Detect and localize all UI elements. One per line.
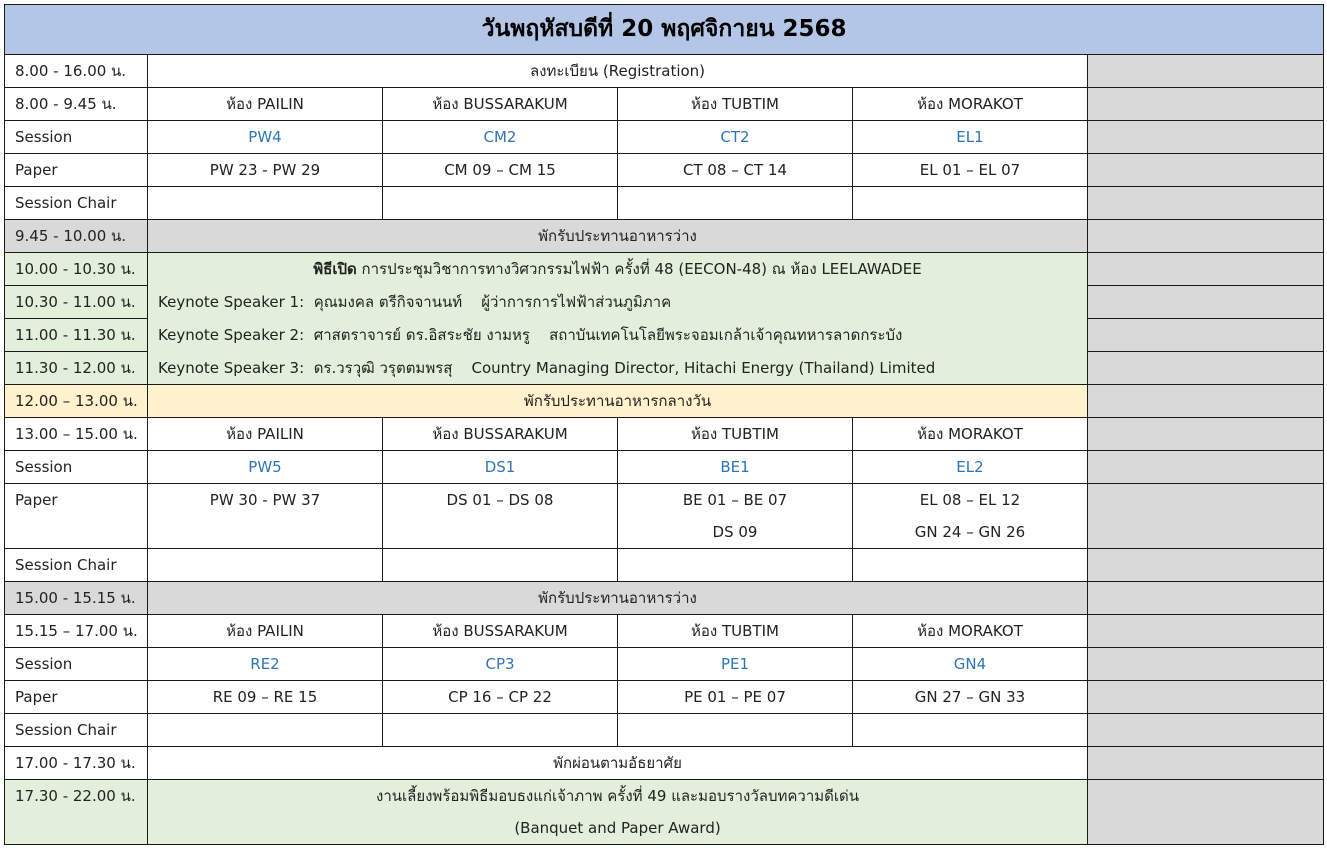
paper-line: GN 24 – GN 26	[914, 523, 1026, 541]
banquet-text	[148, 780, 1088, 845]
session-code: BE1	[618, 451, 853, 484]
session-row	[5, 648, 1324, 681]
keynote-affiliation: ผู้ว่าการการไฟฟ้าส่วนภูมิภาค	[481, 293, 672, 311]
session-code: PE1	[618, 648, 853, 681]
chair-cell	[148, 549, 383, 582]
session-chair-row	[5, 714, 1324, 747]
side-cell	[1088, 253, 1324, 286]
side-cell	[1088, 121, 1324, 154]
keynote-row	[5, 319, 1324, 352]
room-bussarakum: ห้อง BUSSARAKUM	[383, 88, 618, 121]
session-row	[5, 451, 1324, 484]
room-morakot: ห้อง MORAKOT	[853, 88, 1088, 121]
room-row	[5, 615, 1324, 648]
schedule-table	[4, 4, 1324, 845]
side-cell	[1088, 648, 1324, 681]
room-bussarakum: ห้อง BUSSARAKUM	[383, 615, 618, 648]
lunch-text: พักรับประทานอาหารกลางวัน	[148, 385, 1088, 418]
time-cell: 15.00 - 15.15 น.	[5, 582, 148, 615]
title-row	[5, 5, 1324, 55]
paper-range: CM 09 – CM 15	[383, 154, 618, 187]
paper-range	[148, 484, 383, 549]
time-cell: 17.30 - 22.00 น.	[5, 780, 148, 845]
side-cell	[1088, 780, 1324, 845]
break-row	[5, 220, 1324, 253]
time-cell: 17.00 - 17.30 น.	[5, 747, 148, 780]
row-label: Session Chair	[5, 714, 148, 747]
break-text: พักรับประทานอาหารว่าง	[148, 220, 1088, 253]
break-row	[5, 582, 1324, 615]
paper-range: PW 23 - PW 29	[148, 154, 383, 187]
paper-line: PW 30 - PW 37	[209, 491, 321, 509]
room-pailin: ห้อง PAILIN	[148, 88, 383, 121]
side-cell	[1088, 681, 1324, 714]
session-code: GN4	[853, 648, 1088, 681]
paper-line: EL 08 – EL 12	[919, 491, 1021, 509]
keynote-affiliation: สถาบันเทคโนโลยีพระจอมเกล้าเจ้าคุณทหารลาดกระบัง	[549, 326, 903, 344]
paper-range	[853, 484, 1088, 549]
chair-cell	[853, 714, 1088, 747]
chair-cell	[853, 187, 1088, 220]
day-title: วันพฤหัสบดีที่ 20 พฤศจิกายน 2568	[5, 5, 1324, 55]
room-tubtim: ห้อง TUBTIM	[618, 615, 853, 648]
side-cell	[1088, 484, 1324, 549]
time-cell: 12.00 – 13.00 น.	[5, 385, 148, 418]
keynote-name: ศาสตราจารย์ ดร.อิสระชัย งามหรู	[313, 326, 530, 344]
rest-row	[5, 747, 1324, 780]
side-cell	[1088, 747, 1324, 780]
paper-line: BE 01 – BE 07	[682, 491, 788, 509]
opening-desc: การประชุมวิชาการทางวิศวกรรมไฟฟ้า ครั้งที่ 48 (EECON-48) ณ ห้อง LEELAWADEE	[361, 260, 922, 279]
keynote-label: Keynote Speaker 2:	[158, 326, 305, 344]
paper-row	[5, 681, 1324, 714]
banquet-line-en: (Banquet and Paper Award)	[514, 819, 721, 837]
side-cell	[1088, 549, 1324, 582]
registration-row	[5, 55, 1324, 88]
paper-range	[618, 484, 853, 549]
session-chair-row	[5, 187, 1324, 220]
side-cell	[1088, 55, 1324, 88]
side-cell	[1088, 286, 1324, 319]
chair-cell	[148, 187, 383, 220]
keynote-text	[148, 352, 1088, 385]
time-cell: 8.00 - 9.45 น.	[5, 88, 148, 121]
side-cell	[1088, 220, 1324, 253]
room-pailin: ห้อง PAILIN	[148, 615, 383, 648]
paper-row	[5, 484, 1324, 549]
time-cell: 11.00 - 11.30 น.	[5, 319, 148, 352]
registration-text: ลงทะเบียน (Registration)	[148, 55, 1088, 88]
keynote-affiliation: Country Managing Director, Hitachi Energy (Thailand) Limited	[471, 358, 936, 377]
paper-range	[383, 484, 618, 549]
side-cell	[1088, 154, 1324, 187]
keynote-text	[148, 286, 1088, 319]
keynote-name: คุณมงคล ตรีกิจจานนท์	[313, 293, 463, 311]
chair-cell	[853, 549, 1088, 582]
row-label: Session Chair	[5, 187, 148, 220]
time-cell: 8.00 - 16.00 น.	[5, 55, 148, 88]
paper-range: EL 01 – EL 07	[853, 154, 1088, 187]
side-cell	[1088, 319, 1324, 352]
session-code: CT2	[618, 121, 853, 154]
paper-range: GN 27 – GN 33	[853, 681, 1088, 714]
chair-cell	[383, 714, 618, 747]
room-tubtim: ห้อง TUBTIM	[618, 418, 853, 451]
keynote-row	[5, 352, 1324, 385]
chair-cell	[383, 187, 618, 220]
session-code: EL1	[853, 121, 1088, 154]
keynote-row	[5, 286, 1324, 319]
opening-text	[148, 253, 1088, 286]
time-cell: 10.00 - 10.30 น.	[5, 253, 148, 286]
side-cell	[1088, 352, 1324, 385]
paper-line: DS 01 – DS 08	[446, 491, 554, 509]
keynote-text	[148, 319, 1088, 352]
chair-cell	[148, 714, 383, 747]
chair-cell	[618, 187, 853, 220]
paper-range: CT 08 – CT 14	[618, 154, 853, 187]
room-bussarakum: ห้อง BUSSARAKUM	[383, 418, 618, 451]
row-label: Paper	[5, 681, 148, 714]
keynote-name: ดร.วรวุฒิ วรุตตมพรสุ	[313, 358, 453, 377]
chair-cell	[618, 714, 853, 747]
paper-range: RE 09 – RE 15	[148, 681, 383, 714]
session-row	[5, 121, 1324, 154]
room-row	[5, 418, 1324, 451]
keynote-label: Keynote Speaker 1:	[158, 293, 305, 311]
row-label: Session Chair	[5, 549, 148, 582]
session-code: DS1	[383, 451, 618, 484]
session-code: PW4	[148, 121, 383, 154]
opening-row	[5, 253, 1324, 286]
room-morakot: ห้อง MORAKOT	[853, 615, 1088, 648]
side-cell	[1088, 451, 1324, 484]
session-code: CM2	[383, 121, 618, 154]
paper-row	[5, 154, 1324, 187]
room-row	[5, 88, 1324, 121]
time-cell: 10.30 - 11.00 น.	[5, 286, 148, 319]
break-text: พักรับประทานอาหารว่าง	[148, 582, 1088, 615]
rest-text: พักผ่อนตามอัธยาศัย	[148, 747, 1088, 780]
paper-range: PE 01 – PE 07	[618, 681, 853, 714]
side-cell	[1088, 187, 1324, 220]
time-cell: 11.30 - 12.00 น.	[5, 352, 148, 385]
time-cell: 13.00 – 15.00 น.	[5, 418, 148, 451]
side-cell	[1088, 615, 1324, 648]
lunch-row	[5, 385, 1324, 418]
side-cell	[1088, 418, 1324, 451]
chair-cell	[383, 549, 618, 582]
row-label: Session	[5, 121, 148, 154]
side-cell	[1088, 88, 1324, 121]
room-morakot: ห้อง MORAKOT	[853, 418, 1088, 451]
paper-range: CP 16 – CP 22	[383, 681, 618, 714]
side-cell	[1088, 582, 1324, 615]
room-pailin: ห้อง PAILIN	[148, 418, 383, 451]
row-label: Session	[5, 451, 148, 484]
paper-line: DS 09	[712, 523, 758, 541]
row-label: Session	[5, 648, 148, 681]
session-code: PW5	[148, 451, 383, 484]
row-label: Paper	[5, 484, 148, 549]
chair-cell	[618, 549, 853, 582]
time-cell: 15.15 – 17.00 น.	[5, 615, 148, 648]
side-cell	[1088, 714, 1324, 747]
room-tubtim: ห้อง TUBTIM	[618, 88, 853, 121]
opening-bold: พิธีเปิด	[313, 260, 357, 279]
session-code: RE2	[148, 648, 383, 681]
session-chair-row	[5, 549, 1324, 582]
row-label: Paper	[5, 154, 148, 187]
session-code: EL2	[853, 451, 1088, 484]
session-code: CP3	[383, 648, 618, 681]
keynote-label: Keynote Speaker 3:	[158, 358, 305, 377]
time-cell: 9.45 - 10.00 น.	[5, 220, 148, 253]
banquet-row	[5, 780, 1324, 845]
side-cell	[1088, 385, 1324, 418]
banquet-line-th: งานเลี้ยงพร้อมพิธีมอบธงแก่เจ้าภาพ ครั้งที่ 49 และมอบรางวัลบทความดีเด่น	[376, 787, 859, 805]
